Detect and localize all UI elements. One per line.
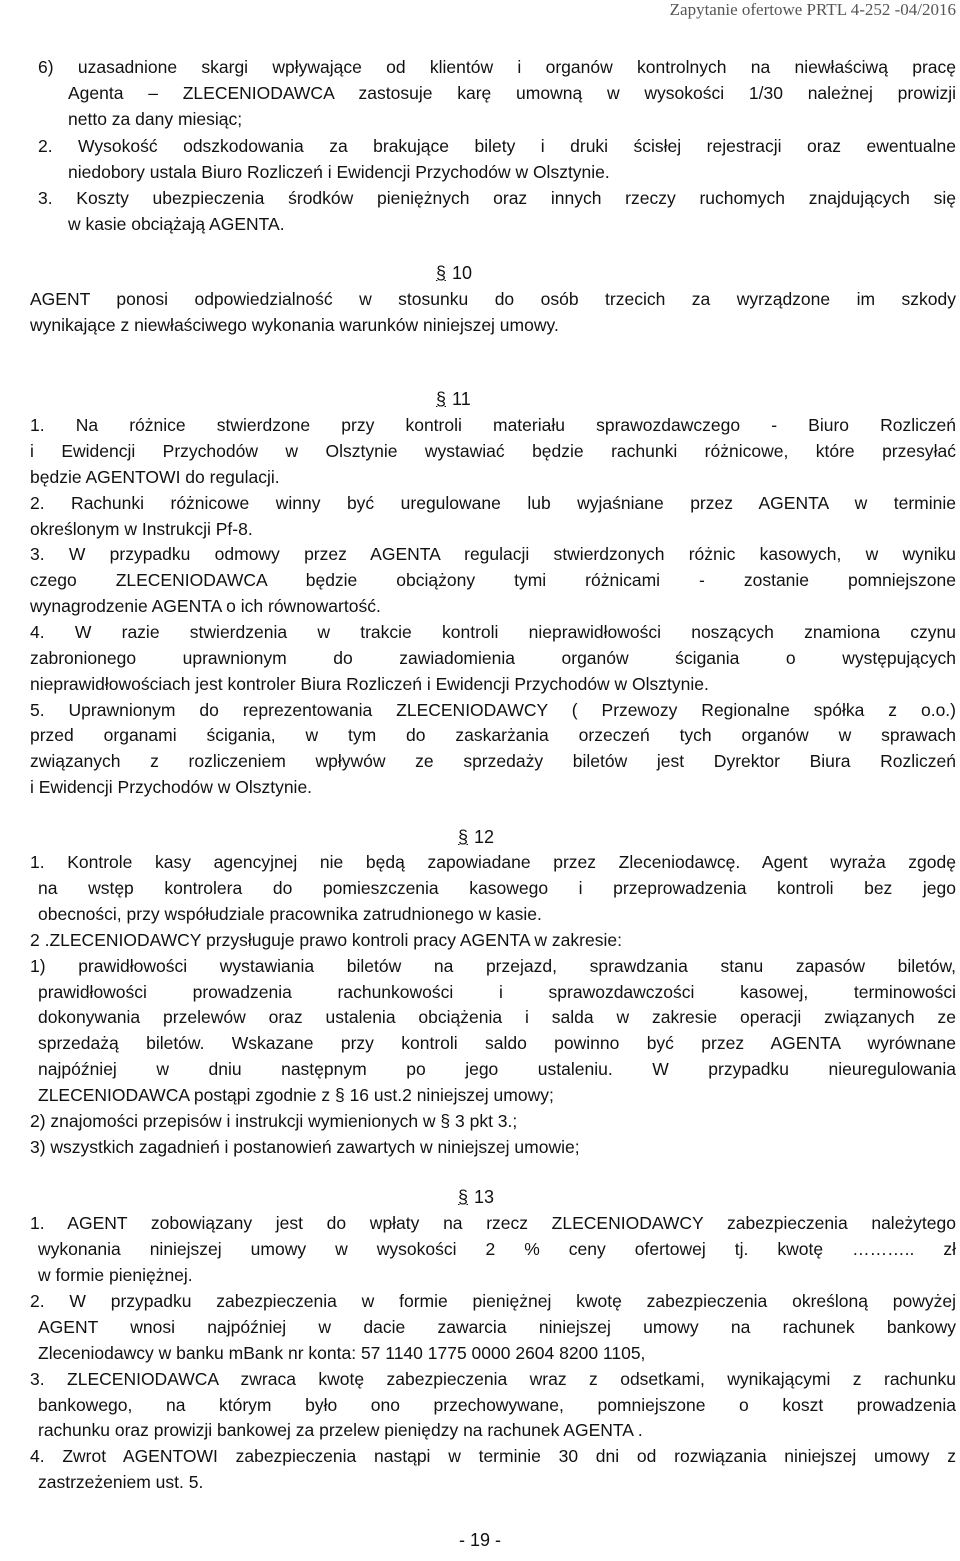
- text-line: AGENT wnosi najpóźniej w dacie zawarcia niniejszej umowy na rachunek bankowy: [38, 1317, 956, 1337]
- text-line: 2. Rachunki różnicowe winny być uregulowane lub wyjaśniane przez AGENTA w terminie: [30, 493, 956, 513]
- text-line: 3. ZLECENIODAWCA zwraca kwotę zabezpieczenia wraz z odsetkami, wynikającymi z rachunku: [30, 1369, 956, 1389]
- text-line: przed organami ścigania, w tym do zaskarżania orzeczeń tych organów w sprawach: [30, 725, 956, 745]
- text-line: wykonania niniejszej umowy w wysokości 2 % ceny ofertowej tj. kwotę ……….. zł: [38, 1239, 956, 1259]
- text-line: Agenta – ZLECENIODAWCA zastosuje karę umowną w wysokości 1/30 należnej prowizji: [68, 83, 956, 103]
- text-line: 3) wszystkich zagadnień i postanowień zawartych w niniejszej umowie;: [30, 1137, 580, 1157]
- text-line: wynagrodzenie AGENTA o ich równowartość.: [30, 596, 381, 616]
- text-line: prawidłowości prowadzenia rachunkowości i sprawozdawczości kasowej, terminowości: [38, 982, 956, 1002]
- text-line: 3. W przypadku odmowy przez AGENTA regulacji stwierdzonych różnic kasowych, w wyniku: [30, 544, 956, 564]
- page-number: - 19 -: [458, 1530, 501, 1550]
- text-line: bankowego, na którym było ono przechowywane, pomniejszone o koszt prowadzenia: [38, 1395, 956, 1415]
- text-line: czego ZLECENIODAWCA będzie obciążony tymi różnicami - zostanie pomniejszone: [30, 570, 956, 590]
- text-line: nieprawidłowościach jest kontroler Biura Rozliczeń i Ewidencji Przychodów w Olsztynie.: [30, 674, 709, 694]
- text-line: 2 .ZLECENIODAWCY przysługuje prawo kontroli pracy AGENTA w zakresie:: [30, 930, 622, 950]
- text-line: wynikające z niewłaściwego wykonania warunków niniejszej umowy.: [30, 315, 559, 335]
- text-line: 6) uzasadnione skargi wpływające od klientów i organów kontrolnych na niewłaściwą pracę: [38, 57, 956, 77]
- text-line: i Ewidencji Przychodów w Olsztynie wystawiać będzie rachunki różnicowe, które przesyłać: [30, 441, 956, 461]
- text-line: niedobory ustala Biuro Rozliczeń i Ewidencji Przychodów w Olsztynie.: [68, 162, 610, 182]
- text-line: 4. W razie stwierdzenia w trakcie kontroli nieprawidłowości noszących znamiona czynu: [30, 622, 956, 642]
- text-line: 1. AGENT zobowiązany jest do wpłaty na rzecz ZLECENIODAWCY zabezpieczenia należytego: [30, 1213, 956, 1233]
- text-line: rachunku oraz prowizji bankowej za przelew pieniędzy na rachunek AGENTA .: [38, 1420, 643, 1440]
- text-line: określonym w Instrukcji Pf-8.: [30, 519, 253, 539]
- document-header-title: Zapytanie ofertowe PRTL 4-252 -04/2016: [669, 0, 956, 19]
- text-line: netto za dany miesiąc;: [68, 109, 243, 129]
- text-line: 3. Koszty ubezpieczenia środków pieniężnych oraz innych rzeczy ruchomych znajdujących się: [38, 188, 956, 208]
- section-heading-11: § 11: [436, 389, 471, 409]
- section-heading-13: § 13: [458, 1187, 495, 1207]
- section-heading-10: § 10: [436, 263, 473, 283]
- text-line: 4. Zwrot AGENTOWI zabezpieczenia nastąpi w terminie 30 dni od rozwiązania niniejszej umowy z: [30, 1446, 956, 1466]
- text-line: Zleceniodawcy w banku mBank nr konta: 57 1140 1775 0000 2604 8200 1105,: [38, 1343, 646, 1363]
- text-line: będzie AGENTOWI do regulacji.: [30, 467, 280, 487]
- text-line: zastrzeżeniem ust. 5.: [38, 1472, 204, 1492]
- text-line: 2) znajomości przepisów i instrukcji wymienionych w § 3 pkt 3.;: [30, 1111, 518, 1131]
- text-line: sprzedażą biletów. Wskazane przy kontroli saldo powinno być przez AGENTA wyrównane: [38, 1033, 956, 1053]
- text-line: ZLECENIODAWCA postąpi zgodnie z § 16 ust.2 niniejszej umowy;: [38, 1085, 554, 1105]
- text-line: 1. Kontrole kasy agencyjnej nie będą zapowiadane przez Zleceniodawcę. Agent wyraża zgodę: [30, 852, 956, 872]
- text-line: związanych z rozliczeniem wpływów ze sprzedaży biletów jest Dyrektor Biura Rozliczeń: [30, 751, 956, 771]
- text-line: w formie pieniężnej.: [38, 1265, 193, 1285]
- text-line: zabronionego uprawnionym do zawiadomienia organów ścigania o występujących: [30, 648, 956, 668]
- text-line: obecności, przy współudziale pracownika zatrudnionego w kasie.: [38, 904, 542, 924]
- text-line: dokonywania przelewów oraz ustalenia obciążenia i salda w zakresie operacji związanych ze: [38, 1007, 956, 1027]
- text-line: najpóźniej w dniu następnym po jego ustaleniu. W przypadku nieuregulowania: [38, 1059, 956, 1079]
- text-line: 1) prawidłowości wystawiania biletów na przejazd, sprawdzania stanu zapasów biletów,: [30, 956, 956, 976]
- text-line: 2. Wysokość odszkodowania za brakujące bilety i druki ścisłej rejestracji oraz ewentualne: [38, 136, 956, 156]
- text-line: 1. Na różnice stwierdzone przy kontroli materiału sprawozdawczego - Biuro Rozliczeń: [30, 415, 956, 435]
- text-line: na wstęp kontrolera do pomieszczenia kasowego i przeprowadzenia kontroli bez jego: [38, 878, 956, 898]
- text-line: AGENT ponosi odpowiedzialność w stosunku do osób trzecich za wyrządzone im szkody: [30, 289, 956, 309]
- text-line: w kasie obciążają AGENTA.: [68, 214, 285, 234]
- text-line: i Ewidencji Przychodów w Olsztynie.: [30, 777, 313, 797]
- section-heading-12: § 12: [458, 827, 495, 847]
- text-line: 5. Uprawnionym do reprezentowania ZLECENIODAWCY ( Przewozy Regionalne spółka z o.o.): [30, 700, 956, 720]
- text-line: 2. W przypadku zabezpieczenia w formie pieniężnej kwotę zabezpieczenia określoną powyżej: [30, 1291, 956, 1311]
